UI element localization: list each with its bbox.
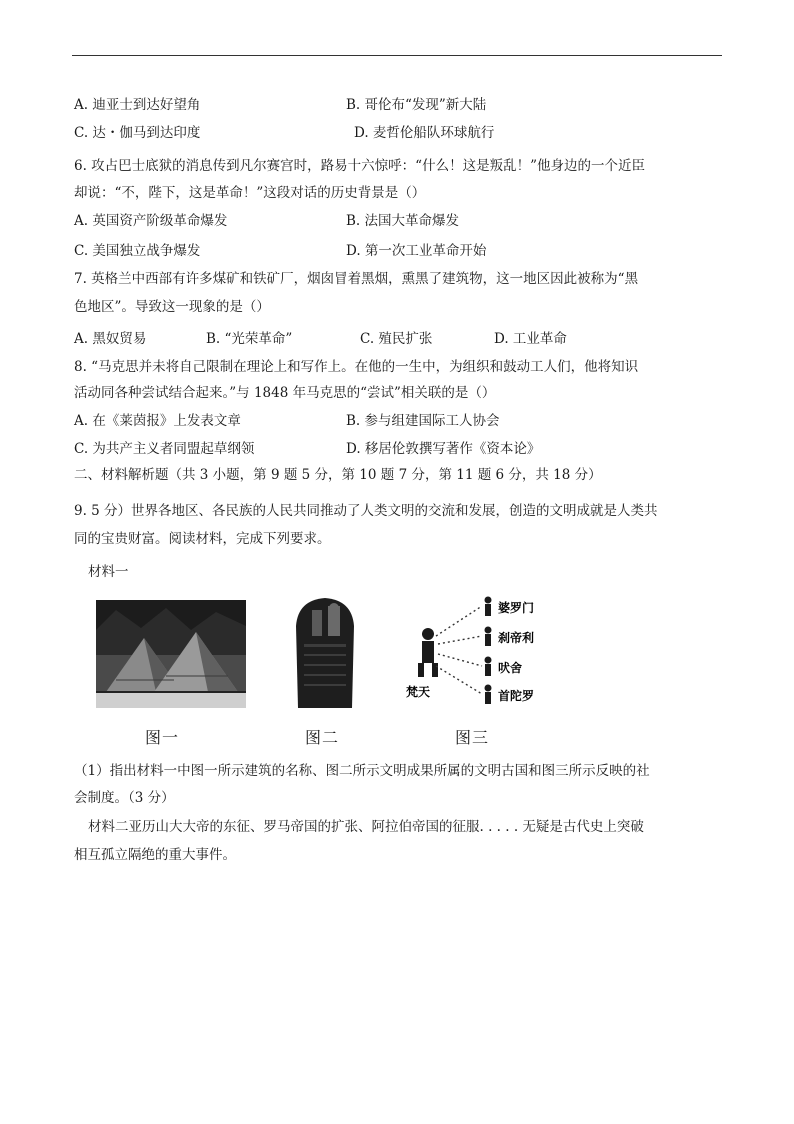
q6-option-a: A. 英国资产阶级革命爆发 (74, 213, 228, 229)
caste-diagram (402, 594, 582, 712)
caste-label-brahma: 梵天 (406, 685, 431, 699)
q8-stem-line1: 8. “马克思并未将自己限制在理论上和写作上。在他的一生中，为组织和鼓动工人们，他将知识 (74, 359, 639, 375)
q6-option-d: D. 第一次工业革命开始 (346, 243, 487, 259)
q8-option-b: B. 参与组建国际工人协会 (346, 413, 500, 429)
q8-option-a: A. 在《莱茵报》上发表文章 (74, 413, 241, 429)
section2-heading: 二、材料解析题（共 3 小题，第 9 题 5 分，第 10 题 7 分，第 11 题 6 分，共 18 分） (74, 467, 602, 483)
q5-option-c: C. 达・伽马到达印度 (74, 125, 201, 141)
caste-label-vaishya: 吠舍 (498, 661, 523, 675)
figure2-caption: 图二 (305, 728, 340, 747)
q9-intro-line2: 同的宝贵财富。阅读材料，完成下列要求。 (74, 531, 331, 547)
q5-option-d: D. 麦哲伦船队环球航行 (354, 125, 495, 141)
q6-stem-line2: 却说：“不，陛下，这是革命！”这段对话的历史背景是（） (74, 185, 426, 201)
material2-line2: 相互孤立隔绝的重大事件。 (74, 847, 236, 863)
material1-figures (0, 590, 794, 750)
q9-sub1-line2: 会制度。（3 分） (74, 790, 175, 806)
q7-stem-line1: 7. 英格兰中西部有许多煤矿和铁矿厂，烟囱冒着黑烟，熏黑了建筑物，这一地区因此被称为“黑 (74, 271, 639, 287)
stele-image (290, 596, 360, 712)
q7-option-c: C. 殖民扩张 (360, 331, 433, 347)
q6-stem-line1: 6. 攻占巴士底狱的消息传到凡尔赛宫时，路易十六惊呼：“什么！这是叛乱！”他身边的一个近臣 (74, 158, 645, 174)
q9-intro-line1: 9. 5 分）世界各地区、各民族的人民共同推动了人类文明的交流和发展，创造的文明成就是人类共 (74, 503, 658, 519)
caste-label-kshatriya: 刹帝利 (498, 631, 535, 645)
q5-option-b: B. 哥伦布“发现”新大陆 (346, 97, 487, 113)
figure3-caption: 图三 (455, 728, 490, 747)
q7-option-d: D. 工业革命 (494, 331, 567, 347)
header-rule (72, 55, 722, 56)
q7-stem-line2: 色地区”。导致这一现象的是（） (74, 299, 270, 315)
figure1-caption: 图一 (145, 728, 180, 747)
q8-stem-line2: 活动同各种尝试结合起来。”与 1848 年马克思的“尝试”相关联的是（） (74, 385, 496, 401)
q6-option-c: C. 美国独立战争爆发 (74, 243, 201, 259)
material1-label: 材料一 (88, 564, 129, 580)
q9-sub1-line1: （1）指出材料一中图一所示建筑的名称、图二所示文明成果所属的文明古国和图三所示反映的社 (74, 763, 650, 779)
pyramids-image (96, 600, 246, 708)
caste-label-brahmin: 婆罗门 (498, 601, 535, 615)
q7-option-b: B. “光荣革命” (206, 331, 293, 347)
caste-label-shudra: 首陀罗 (498, 689, 535, 703)
q8-option-c: C. 为共产主义者同盟起草纲领 (74, 441, 255, 457)
q8-option-d: D. 移居伦敦撰写著作《资本论》 (346, 441, 541, 457)
q6-option-b: B. 法国大革命爆发 (346, 213, 460, 229)
q7-option-a: A. 黑奴贸易 (74, 331, 147, 347)
q5-option-a: A. 迪亚士到达好望角 (74, 97, 201, 113)
material2-line1: 材料二亚历山大大帝的东征、罗马帝国的扩张、阿拉伯帝国的征服. . . . . 无疑是古代史上突破 (88, 819, 644, 835)
